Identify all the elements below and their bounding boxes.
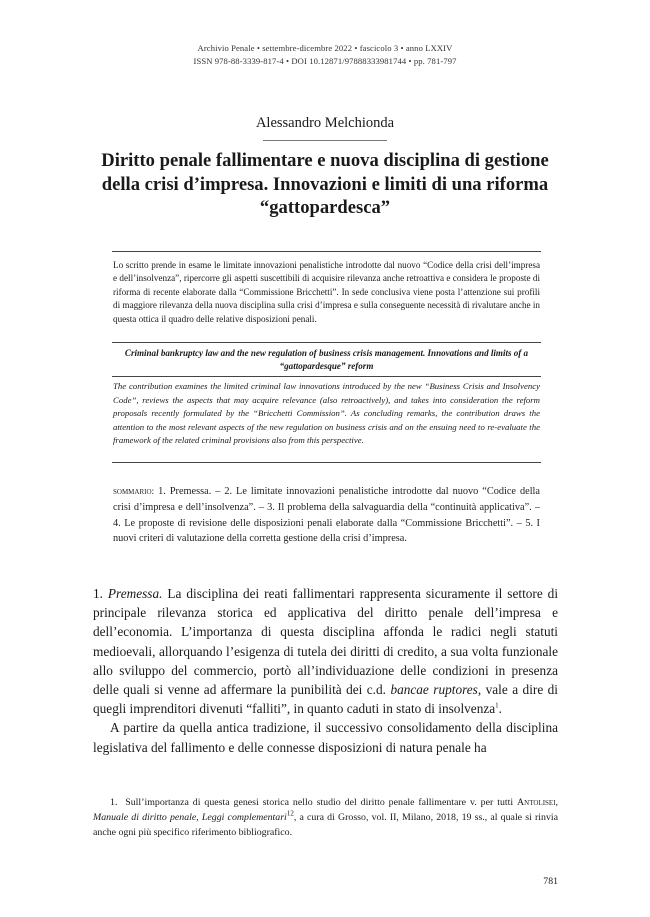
author-divider	[263, 140, 387, 141]
paragraph-1-text: La disciplina dei reati fallimentari rappresenta sicuramente il settore di principale rilevanza storica ed applicativa del diritto penale dell’impresa e dell’economia. L’importanza di questa disciplina affonda le radici negli statuti medioevali, allorquando l’esigenza di tutela dei diritti di credito, a sua volta funzionale allo sviluppo del commercio, portò all’individuazione delle condizioni in presenza delle quali si venne ad affermare la punibilità dei c.d.	[93, 586, 559, 698]
footnote-edition: 12	[286, 809, 294, 818]
paragraph-1-end: .	[498, 701, 502, 717]
sommario-text: 1. Premessa. – 2. Le limitate innovazioni penalistiche introdotte dal nuovo “Codice della crisi d’impresa e dell’insolvenza”. – 3. Il problema della salvaguardia della “continuità applicativa”. – 4. Le proposte di revisione delle disposizioni penali elaborate dalla “Commissione Bricchetti”. – 5. I nuovi criteri di valutazione della corretta gestione della crisi d’impresa.	[113, 486, 540, 545]
body-paragraph-2: A partire da quella antica tradizione, il successivo consolidamento della disciplina legislativa del fallimento e delle connesse disposizioni di natura penale ha	[93, 720, 558, 755]
section-number: 1.	[93, 586, 103, 601]
footnote-text: Sull’importanza di questa genesi storica nello studio del diritto penale fallimentare v. per tutti	[125, 797, 514, 808]
footnote-author: Antolisei	[517, 797, 556, 808]
abstract-bottom-rule	[112, 462, 541, 463]
paragraph-1-italic: bancae ruptores	[390, 682, 478, 698]
article-title: Diritto penale fallimentare e nuova disciplina di gestione della crisi d’impresa. Innovazioni e limiti di una riforma “gattopardesca”	[101, 150, 549, 218]
abstract-top-rule	[112, 251, 541, 252]
footnote-work: Manuale di diritto penale, Leggi complementari	[93, 812, 287, 823]
section-title: Premessa.	[107, 586, 163, 601]
footnote-reference[interactable]: 1	[495, 701, 499, 710]
abstract-divider	[112, 342, 541, 343]
paragraph-1-text-cont: , vale a dire di quegli imprenditori divenuti “falliti”, in quanto caduti in stato di insolvenza	[93, 682, 559, 717]
table-of-contents	[113, 484, 540, 547]
english-title: Criminal bankruptcy law and the new regulation of business crisis management. Innovations and limits of a “gattopardesque” reform	[124, 348, 529, 372]
footnote-comma: ,	[555, 797, 558, 808]
abstract-italian: Lo scritto prende in esame le limitate innovazioni penalistiche introdotte dal nuovo “Codice della crisi dell’impresa e dell’insolvenza”, ripercorre gli aspetti suscettibili di acquisire rilevanza anche retroattiva e considera le proposte di riforma di recente elaborate dalla “Commissione Bricchetti”. In sede conclusiva viene posta l’attenzione sui profili di maggiore rilevanza della nuova disciplina sulla crisi d’impresa e sulla conseguente necessità di rivalutare anche in questa ottica il quadro delle relative disposizioni penali.	[113, 260, 540, 324]
body-paragraph-1	[93, 584, 558, 718]
footnote-text-cont: , a cura di Grosso, vol. II, Milano, 2018, 19 ss., al quale si rinvia anche ogni più specifico riferimento bibliografico.	[93, 812, 559, 838]
page-number: 781	[543, 876, 558, 887]
abstract-english: The contribution examines the limited criminal law innovations introduced by the new “Business Crisis and Insolvency Code”, reviews the aspects that may acquire relevance (also retroactively), and takes into consideration the reform proposals recently formulated by the “Bricchetti Commission”. As concluding remarks, the contribution draws the attention to the most relevant aspects of the new regulation on business crisis and on the ensuing need to re-evaluate the framework of the related criminal provisions also from this perspective.	[113, 381, 540, 445]
journal-header-line1: Archivio Penale • settembre-dicembre 2022 • fascicolo 3 • anno LXXIV	[197, 43, 453, 53]
sommario-label: sommario:	[113, 487, 155, 497]
journal-header-line2: ISSN 978-88-3339-817-4 • DOI 10.12871/97888333981744 • pp. 781-797	[193, 56, 457, 66]
body-text	[93, 584, 558, 757]
english-title-divider	[112, 376, 541, 377]
footnote-number: 1.	[110, 797, 118, 808]
article-author: Alessandro Melchionda	[255, 115, 395, 131]
footnote	[93, 795, 558, 840]
